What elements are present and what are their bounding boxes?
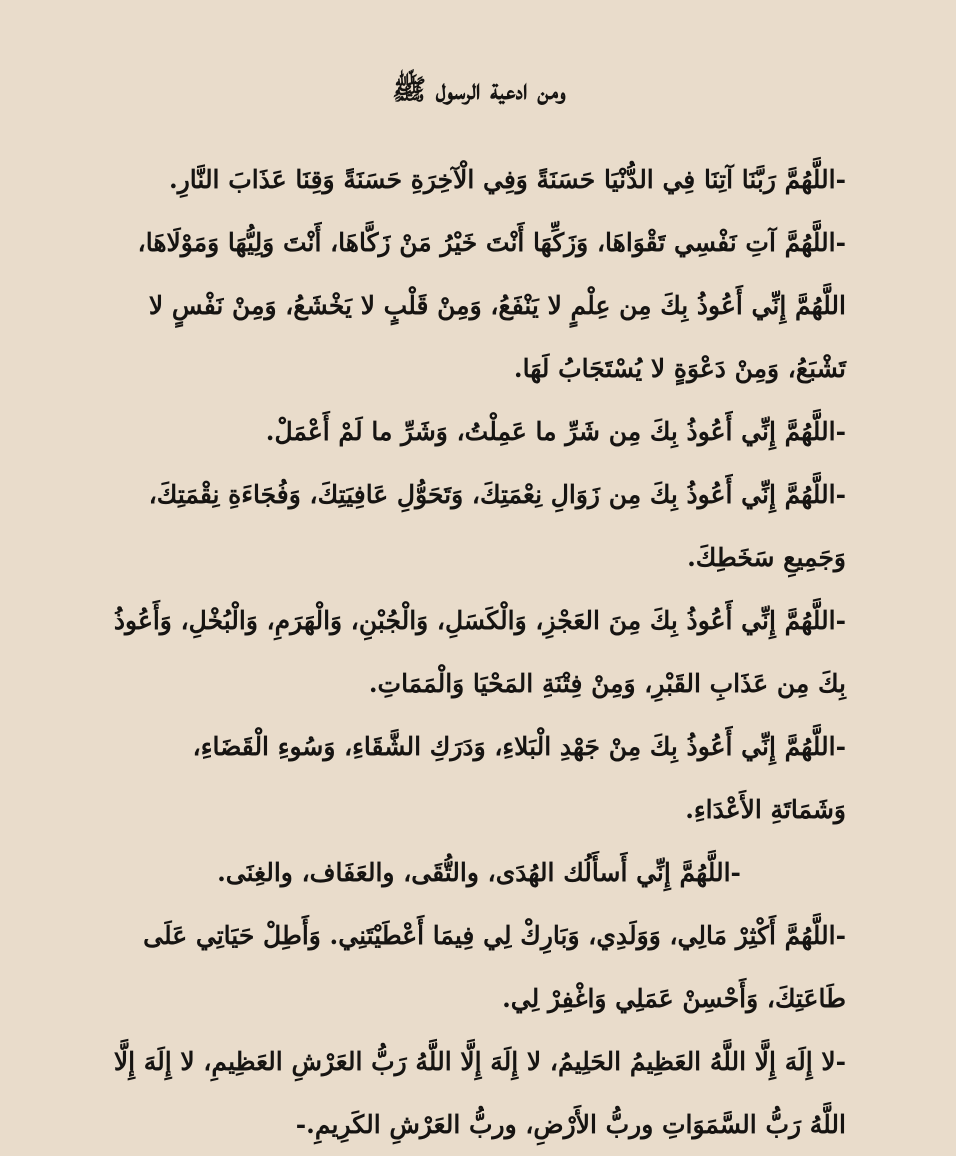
dua-item: -اللَّهُمَّ آتِ نَفْسِي تَقْوَاهَا، وَزَكِّهَا أَنْتَ خَيْرُ مَنْ زَكَّاهَا، أَنْتَ وَلِيُّهَا وَمَوْلَاهَا، اللَّهُمَّ إِنِّي أَعُوذُ بِكَ مِن عِلْمٍ لا يَنْفَعُ، وَمِنْ قَلْبٍ لا يَخْشَعُ، وَمِنْ نَفْسٍ لا تَشْبَعُ، وَمِنْ دَعْوَةٍ لا يُسْتَجَابُ لَهَا. (137, 228, 846, 383)
dua-list (112, 148, 846, 1156)
dua-item: -اللَّهُمَّ إِنِّي أَعُوذُ بِكَ مِنَ العَجْزِ، وَالْكَسَلِ، وَالْجُبْنِ، وَالْهَرَمِ، وَالْبُخْلِ، وَأَعُوذُ بِكَ مِن عَذَابِ القَبْرِ، وَمِنْ فِتْنَةِ المَحْيَا وَالْمَمَاتِ. (113, 606, 846, 698)
dua-item: -اللَّهُمَّ أَكْثِرْ مَالِي، وَوَلَدِي، وَبَارِكْ لِي فِيمَا أَعْطَيْتَنِي. وَأَطِلْ حَيَاتِي عَلَى طَاعَتِكَ، وَأَحْسِنْ عَمَلِي وَاغْفِرْ لِي. (143, 921, 846, 1013)
dua-item: -اللَّهُمَّ إِنِّي أَعُوذُ بِكَ مِن زَوَالِ نِعْمَتِكَ، وَتَحَوُّلِ عَافِيَتِكَ، وَفُجَاءَةِ نِقْمَتِكَ، وَجَمِيعِ سَخَطِكَ. (148, 480, 846, 572)
dua-item: -اللَّهُمَّ إِنِّي أَسأَلُك الهُدَى، والتُّقَى، والعَفَاف، والغِنَى. (217, 858, 741, 887)
dua-item: -اللَّهُمَّ إِنِّي أَعُوذُ بِكَ مِن شَرِّ ما عَمِلْتُ، وَشَرِّ ما لَمْ أَعْمَلْ. (265, 417, 846, 446)
dua-item: -اللَّهُمَّ رَبَّنَا آتِنَا فِي الدُّنْيَا حَسَنَةً وَفِي الْآخِرَةِ حَسَنَةً وَقِنَا عَذَابَ النَّارِ. (169, 165, 846, 194)
dua-item: -لا إِلَهَ إِلَّا اللَّهُ العَظِيمُ الحَلِيمُ، لا إِلَهَ إِلَّا اللَّهُ رَبُّ العَرْشِ العَظِيمِ، لا إِلَهَ إِلَّا اللَّهُ رَبُّ السَّمَوَاتِ وربُّ الأَرْضِ، وربُّ العَرْشِ الكَرِيمِ.- (113, 1047, 846, 1139)
dua-item: -اللَّهُمَّ إِنِّي أَعُوذُ بِكَ مِنْ جَهْدِ الْبَلاءِ، وَدَرَكِ الشَّقَاءِ، وَسُوءِ الْقَضَاءِ، وَشَمَاتَةِ الأَعْدَاءِ. (192, 732, 846, 824)
page-title: ومن ادعية الرسول ﷺ (392, 73, 566, 106)
